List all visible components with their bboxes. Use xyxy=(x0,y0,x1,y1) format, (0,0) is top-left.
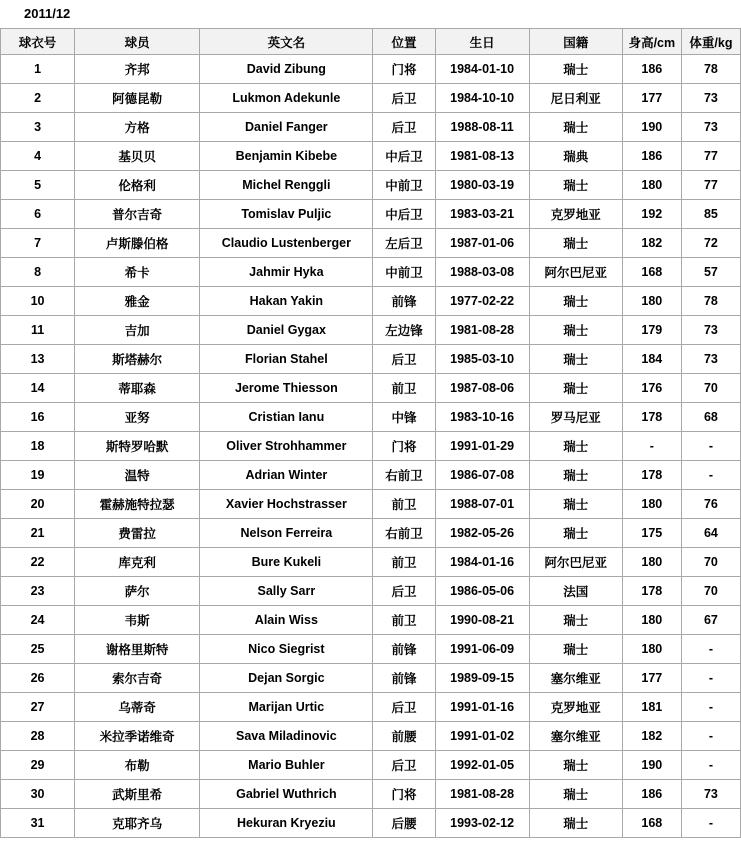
cell-nationality: 瑞士 xyxy=(529,345,622,374)
cell-birthday: 1984-01-16 xyxy=(435,548,529,577)
cell-birthday: 1987-01-06 xyxy=(435,229,529,258)
cell-height: 179 xyxy=(622,316,681,345)
cell-english-name: Gabriel Wuthrich xyxy=(200,780,373,809)
column-header-shirt-number: 球衣号 xyxy=(1,29,75,55)
cell-shirt-number: 14 xyxy=(1,374,75,403)
cell-weight: 73 xyxy=(681,345,740,374)
cell-player: 基贝贝 xyxy=(75,142,200,171)
cell-shirt-number: 4 xyxy=(1,142,75,171)
cell-birthday: 1991-01-29 xyxy=(435,432,529,461)
cell-shirt-number: 26 xyxy=(1,664,75,693)
cell-nationality: 克罗地亚 xyxy=(529,200,622,229)
cell-birthday: 1993-02-12 xyxy=(435,809,529,838)
cell-player: 萨尔 xyxy=(75,577,200,606)
cell-position: 后卫 xyxy=(373,84,435,113)
cell-birthday: 1989-09-15 xyxy=(435,664,529,693)
cell-weight: 85 xyxy=(681,200,740,229)
cell-english-name: Michel Renggli xyxy=(200,171,373,200)
cell-english-name: Sava Miladinovic xyxy=(200,722,373,751)
cell-position: 后腰 xyxy=(373,809,435,838)
cell-birthday: 1988-08-11 xyxy=(435,113,529,142)
cell-position: 左边锋 xyxy=(373,316,435,345)
cell-birthday: 1986-07-08 xyxy=(435,461,529,490)
cell-nationality: 瑞士 xyxy=(529,432,622,461)
cell-english-name: Sally Sarr xyxy=(200,577,373,606)
cell-english-name: Lukmon Adekunle xyxy=(200,84,373,113)
cell-weight: 70 xyxy=(681,374,740,403)
cell-english-name: Daniel Fanger xyxy=(200,113,373,142)
cell-nationality: 克罗地亚 xyxy=(529,693,622,722)
cell-shirt-number: 13 xyxy=(1,345,75,374)
cell-height: 180 xyxy=(622,171,681,200)
cell-nationality: 瑞典 xyxy=(529,142,622,171)
table-row xyxy=(1,229,741,258)
cell-weight: 73 xyxy=(681,113,740,142)
cell-player: 卢斯滕伯格 xyxy=(75,229,200,258)
cell-player: 韦斯 xyxy=(75,606,200,635)
cell-nationality: 瑞士 xyxy=(529,113,622,142)
table-row xyxy=(1,722,741,751)
column-header-position: 位置 xyxy=(373,29,435,55)
cell-shirt-number: 27 xyxy=(1,693,75,722)
cell-birthday: 1977-02-22 xyxy=(435,287,529,316)
cell-nationality: 法国 xyxy=(529,577,622,606)
cell-height: 180 xyxy=(622,287,681,316)
cell-english-name: Daniel Gygax xyxy=(200,316,373,345)
cell-shirt-number: 25 xyxy=(1,635,75,664)
cell-nationality: 尼日利亚 xyxy=(529,84,622,113)
table-row xyxy=(1,171,741,200)
cell-english-name: Marijan Urtic xyxy=(200,693,373,722)
cell-weight: 78 xyxy=(681,287,740,316)
cell-birthday: 1980-03-19 xyxy=(435,171,529,200)
cell-nationality: 瑞士 xyxy=(529,635,622,664)
cell-position: 前卫 xyxy=(373,606,435,635)
cell-player: 克耶齐乌 xyxy=(75,809,200,838)
cell-weight: 67 xyxy=(681,606,740,635)
cell-player: 武斯里希 xyxy=(75,780,200,809)
cell-height: 181 xyxy=(622,693,681,722)
cell-shirt-number: 23 xyxy=(1,577,75,606)
cell-position: 后卫 xyxy=(373,693,435,722)
cell-height: 177 xyxy=(622,664,681,693)
cell-height: 190 xyxy=(622,751,681,780)
cell-position: 后卫 xyxy=(373,345,435,374)
cell-weight: - xyxy=(681,722,740,751)
cell-birthday: 1981-08-28 xyxy=(435,316,529,345)
table-row xyxy=(1,200,741,229)
cell-player: 吉加 xyxy=(75,316,200,345)
cell-shirt-number: 16 xyxy=(1,403,75,432)
cell-player: 亚努 xyxy=(75,403,200,432)
cell-player: 希卡 xyxy=(75,258,200,287)
cell-nationality: 阿尔巴尼亚 xyxy=(529,258,622,287)
cell-english-name: Hakan Yakin xyxy=(200,287,373,316)
roster-table xyxy=(0,28,741,838)
cell-birthday: 1981-08-13 xyxy=(435,142,529,171)
column-header-birthday: 生日 xyxy=(435,29,529,55)
table-row xyxy=(1,258,741,287)
cell-height: 186 xyxy=(622,142,681,171)
cell-position: 右前卫 xyxy=(373,461,435,490)
cell-height: 180 xyxy=(622,548,681,577)
cell-shirt-number: 31 xyxy=(1,809,75,838)
cell-nationality: 瑞士 xyxy=(529,171,622,200)
cell-nationality: 阿尔巴尼亚 xyxy=(529,548,622,577)
cell-nationality: 瑞士 xyxy=(529,751,622,780)
cell-nationality: 瑞士 xyxy=(529,287,622,316)
table-row xyxy=(1,345,741,374)
cell-birthday: 1988-03-08 xyxy=(435,258,529,287)
cell-birthday: 1990-08-21 xyxy=(435,606,529,635)
cell-english-name: Cristian Ianu xyxy=(200,403,373,432)
cell-shirt-number: 1 xyxy=(1,55,75,84)
table-row xyxy=(1,287,741,316)
cell-weight: 73 xyxy=(681,84,740,113)
cell-shirt-number: 6 xyxy=(1,200,75,229)
cell-shirt-number: 22 xyxy=(1,548,75,577)
cell-height: 192 xyxy=(622,200,681,229)
cell-height: - xyxy=(622,432,681,461)
cell-height: 177 xyxy=(622,84,681,113)
column-header-nationality: 国籍 xyxy=(529,29,622,55)
cell-position: 左后卫 xyxy=(373,229,435,258)
cell-birthday: 1983-03-21 xyxy=(435,200,529,229)
cell-player: 齐邦 xyxy=(75,55,200,84)
cell-height: 182 xyxy=(622,722,681,751)
cell-position: 中前卫 xyxy=(373,258,435,287)
cell-height: 180 xyxy=(622,635,681,664)
cell-birthday: 1986-05-06 xyxy=(435,577,529,606)
cell-weight: - xyxy=(681,432,740,461)
cell-birthday: 1987-08-06 xyxy=(435,374,529,403)
table-row xyxy=(1,809,741,838)
cell-english-name: Oliver Strohhammer xyxy=(200,432,373,461)
cell-nationality: 瑞士 xyxy=(529,780,622,809)
column-header-player: 球员 xyxy=(75,29,200,55)
cell-shirt-number: 30 xyxy=(1,780,75,809)
cell-weight: 77 xyxy=(681,142,740,171)
cell-position: 后卫 xyxy=(373,113,435,142)
table-row xyxy=(1,635,741,664)
cell-english-name: Adrian Winter xyxy=(200,461,373,490)
cell-position: 中锋 xyxy=(373,403,435,432)
cell-height: 175 xyxy=(622,519,681,548)
cell-shirt-number: 28 xyxy=(1,722,75,751)
cell-weight: 70 xyxy=(681,548,740,577)
table-row xyxy=(1,664,741,693)
cell-weight: 72 xyxy=(681,229,740,258)
cell-nationality: 瑞士 xyxy=(529,490,622,519)
cell-english-name: Jerome Thiesson xyxy=(200,374,373,403)
cell-player: 阿德昆勒 xyxy=(75,84,200,113)
cell-english-name: Jahmir Hyka xyxy=(200,258,373,287)
cell-height: 184 xyxy=(622,345,681,374)
cell-english-name: Nico Siegrist xyxy=(200,635,373,664)
table-row xyxy=(1,548,741,577)
table-row xyxy=(1,780,741,809)
cell-position: 前卫 xyxy=(373,490,435,519)
cell-position: 前锋 xyxy=(373,635,435,664)
cell-birthday: 1991-06-09 xyxy=(435,635,529,664)
table-row xyxy=(1,432,741,461)
cell-height: 176 xyxy=(622,374,681,403)
table-body xyxy=(1,55,741,838)
cell-shirt-number: 21 xyxy=(1,519,75,548)
cell-english-name: Xavier Hochstrasser xyxy=(200,490,373,519)
cell-weight: 73 xyxy=(681,780,740,809)
table-header xyxy=(1,29,741,55)
cell-weight: 70 xyxy=(681,577,740,606)
cell-weight: 68 xyxy=(681,403,740,432)
column-header-english-name: 英文名 xyxy=(200,29,373,55)
cell-birthday: 1991-01-02 xyxy=(435,722,529,751)
cell-position: 右前卫 xyxy=(373,519,435,548)
table-row xyxy=(1,142,741,171)
table-row xyxy=(1,490,741,519)
cell-shirt-number: 18 xyxy=(1,432,75,461)
cell-position: 后卫 xyxy=(373,577,435,606)
cell-nationality: 瑞士 xyxy=(529,229,622,258)
cell-english-name: Alain Wiss xyxy=(200,606,373,635)
cell-player: 乌蒂奇 xyxy=(75,693,200,722)
cell-shirt-number: 29 xyxy=(1,751,75,780)
cell-english-name: David Zibung xyxy=(200,55,373,84)
cell-shirt-number: 24 xyxy=(1,606,75,635)
cell-english-name: Hekuran Kryeziu xyxy=(200,809,373,838)
column-header-height: 身高/cm xyxy=(622,29,681,55)
cell-player: 谢格里斯特 xyxy=(75,635,200,664)
cell-height: 168 xyxy=(622,809,681,838)
cell-position: 中前卫 xyxy=(373,171,435,200)
cell-weight: - xyxy=(681,809,740,838)
cell-nationality: 瑞士 xyxy=(529,374,622,403)
cell-position: 前卫 xyxy=(373,548,435,577)
cell-height: 180 xyxy=(622,606,681,635)
cell-player: 温特 xyxy=(75,461,200,490)
cell-height: 190 xyxy=(622,113,681,142)
table-row xyxy=(1,316,741,345)
table-row xyxy=(1,519,741,548)
table-row xyxy=(1,693,741,722)
cell-position: 中后卫 xyxy=(373,200,435,229)
table-row xyxy=(1,84,741,113)
header-row xyxy=(1,29,741,55)
cell-english-name: Mario Buhler xyxy=(200,751,373,780)
cell-birthday: 1988-07-01 xyxy=(435,490,529,519)
cell-nationality: 瑞士 xyxy=(529,519,622,548)
cell-birthday: 1982-05-26 xyxy=(435,519,529,548)
cell-birthday: 1983-10-16 xyxy=(435,403,529,432)
cell-position: 门将 xyxy=(373,55,435,84)
cell-player: 索尔吉奇 xyxy=(75,664,200,693)
table-row xyxy=(1,374,741,403)
cell-player: 斯塔赫尔 xyxy=(75,345,200,374)
cell-position: 前腰 xyxy=(373,722,435,751)
cell-player: 方格 xyxy=(75,113,200,142)
cell-position: 门将 xyxy=(373,432,435,461)
cell-weight: - xyxy=(681,693,740,722)
cell-player: 米拉季诺维奇 xyxy=(75,722,200,751)
cell-shirt-number: 3 xyxy=(1,113,75,142)
cell-height: 178 xyxy=(622,403,681,432)
cell-english-name: Tomislav Puljic xyxy=(200,200,373,229)
cell-english-name: Claudio Lustenberger xyxy=(200,229,373,258)
cell-weight: 78 xyxy=(681,55,740,84)
cell-english-name: Florian Stahel xyxy=(200,345,373,374)
cell-birthday: 1985-03-10 xyxy=(435,345,529,374)
cell-nationality: 瑞士 xyxy=(529,809,622,838)
column-header-weight: 体重/kg xyxy=(681,29,740,55)
cell-position: 前锋 xyxy=(373,287,435,316)
cell-position: 前锋 xyxy=(373,664,435,693)
season-title: 2011/12 xyxy=(24,6,71,21)
table-row xyxy=(1,113,741,142)
cell-height: 186 xyxy=(622,780,681,809)
cell-height: 182 xyxy=(622,229,681,258)
cell-english-name: Nelson Ferreira xyxy=(200,519,373,548)
table-row xyxy=(1,606,741,635)
table-row xyxy=(1,55,741,84)
cell-player: 斯特罗哈默 xyxy=(75,432,200,461)
cell-player: 费雷拉 xyxy=(75,519,200,548)
cell-nationality: 瑞士 xyxy=(529,55,622,84)
cell-height: 168 xyxy=(622,258,681,287)
cell-shirt-number: 20 xyxy=(1,490,75,519)
table-row xyxy=(1,461,741,490)
cell-player: 霍赫施特拉瑟 xyxy=(75,490,200,519)
cell-birthday: 1992-01-05 xyxy=(435,751,529,780)
cell-weight: 73 xyxy=(681,316,740,345)
cell-nationality: 塞尔维亚 xyxy=(529,664,622,693)
cell-shirt-number: 5 xyxy=(1,171,75,200)
cell-player: 普尔吉奇 xyxy=(75,200,200,229)
cell-weight: - xyxy=(681,751,740,780)
cell-nationality: 塞尔维亚 xyxy=(529,722,622,751)
cell-player: 布勒 xyxy=(75,751,200,780)
cell-english-name: Bure Kukeli xyxy=(200,548,373,577)
cell-height: 178 xyxy=(622,577,681,606)
cell-player: 雅金 xyxy=(75,287,200,316)
cell-shirt-number: 7 xyxy=(1,229,75,258)
cell-birthday: 1984-10-10 xyxy=(435,84,529,113)
table-row xyxy=(1,751,741,780)
cell-player: 库克利 xyxy=(75,548,200,577)
cell-nationality: 罗马尼亚 xyxy=(529,403,622,432)
cell-weight: 57 xyxy=(681,258,740,287)
cell-birthday: 1984-01-10 xyxy=(435,55,529,84)
cell-shirt-number: 11 xyxy=(1,316,75,345)
cell-weight: - xyxy=(681,664,740,693)
cell-english-name: Benjamin Kibebe xyxy=(200,142,373,171)
cell-position: 中后卫 xyxy=(373,142,435,171)
cell-birthday: 1981-08-28 xyxy=(435,780,529,809)
cell-shirt-number: 10 xyxy=(1,287,75,316)
cell-shirt-number: 8 xyxy=(1,258,75,287)
cell-nationality: 瑞士 xyxy=(529,461,622,490)
cell-weight: 76 xyxy=(681,490,740,519)
table-row xyxy=(1,403,741,432)
cell-weight: 77 xyxy=(681,171,740,200)
cell-height: 186 xyxy=(622,55,681,84)
cell-weight: - xyxy=(681,461,740,490)
cell-weight: 64 xyxy=(681,519,740,548)
cell-position: 前卫 xyxy=(373,374,435,403)
cell-nationality: 瑞士 xyxy=(529,316,622,345)
cell-position: 后卫 xyxy=(373,751,435,780)
cell-nationality: 瑞士 xyxy=(529,606,622,635)
cell-player: 伦格利 xyxy=(75,171,200,200)
cell-birthday: 1991-01-16 xyxy=(435,693,529,722)
cell-shirt-number: 19 xyxy=(1,461,75,490)
cell-shirt-number: 2 xyxy=(1,84,75,113)
cell-english-name: Dejan Sorgic xyxy=(200,664,373,693)
cell-player: 蒂耶森 xyxy=(75,374,200,403)
cell-position: 门将 xyxy=(373,780,435,809)
table-row xyxy=(1,577,741,606)
cell-height: 180 xyxy=(622,490,681,519)
cell-height: 178 xyxy=(622,461,681,490)
cell-weight: - xyxy=(681,635,740,664)
